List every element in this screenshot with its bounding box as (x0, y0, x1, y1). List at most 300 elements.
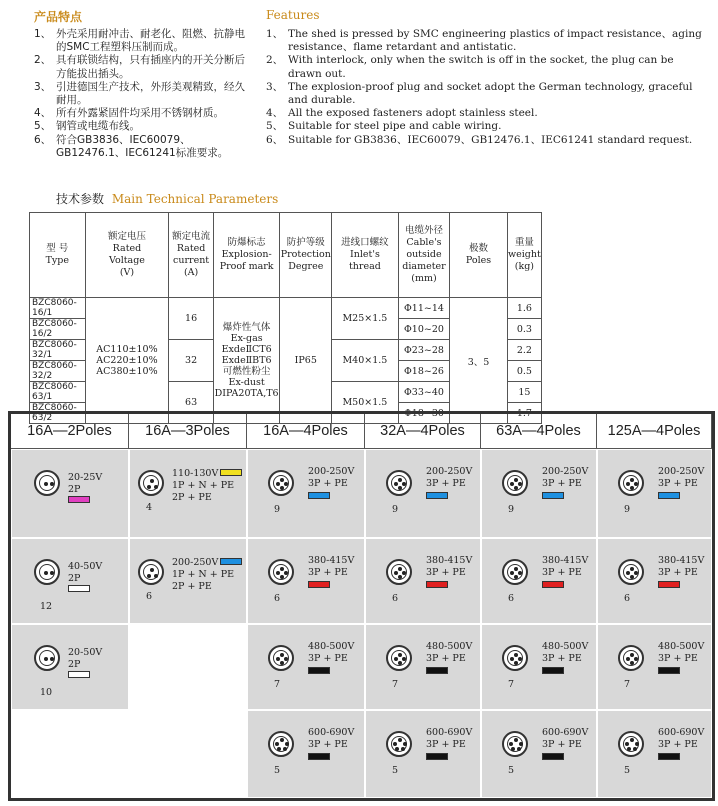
wiring-label: 3P + PE (658, 567, 698, 578)
column-header-line: 额定电流 (172, 231, 211, 242)
grid-cell (597, 624, 712, 710)
grid-cell (129, 624, 247, 710)
socket-pin (50, 482, 54, 486)
color-swatch (308, 581, 330, 588)
socket-pin (403, 742, 407, 746)
column-header-line: 进线口螺纹 (341, 237, 389, 248)
grid-cell (11, 710, 129, 798)
column-header-line: Type (45, 255, 69, 266)
feature-item (266, 28, 706, 54)
weight-cell: 0.3 (507, 319, 541, 340)
socket-pin (630, 478, 634, 482)
diagram-number: 6 (508, 593, 515, 604)
socket-icon (386, 559, 412, 585)
params-en-title: Main Technical Parameters (111, 192, 279, 206)
current-cell: 32 (169, 340, 213, 382)
socket-pin (514, 575, 518, 579)
column-header-1: 16A—2Poles (11, 414, 129, 449)
feature-item (266, 54, 706, 80)
column-header (30, 213, 86, 298)
wiring-label: 3P + PE (308, 653, 348, 664)
diagram-number: 9 (624, 504, 631, 515)
column-header-line: (V) (119, 267, 135, 278)
weight-cell: 2.2 (507, 340, 541, 361)
socket-icon (34, 645, 60, 671)
grid-cell (247, 538, 365, 624)
column-header (450, 213, 508, 298)
socket-pin (44, 657, 48, 661)
cable-cell: Φ10~20 (398, 319, 450, 340)
diagram-number: 5 (624, 765, 631, 776)
grid-cell (365, 449, 481, 538)
diagram-number: 6 (146, 591, 153, 602)
socket-pin (147, 574, 151, 578)
socket-pin (280, 575, 284, 579)
wiring-label: 3P + PE (426, 739, 466, 750)
grid-cell (129, 538, 247, 624)
params-section-title (56, 190, 278, 207)
color-swatch (220, 469, 242, 476)
color-swatch (308, 753, 330, 760)
socket-icon (386, 470, 412, 496)
socket-pin (393, 742, 397, 746)
grid-cell (247, 710, 365, 798)
socket-pin (50, 571, 54, 575)
diagram-number: 9 (392, 504, 399, 515)
diagram-number: 10 (40, 687, 53, 698)
socket-pin (633, 747, 637, 751)
socket-pin (398, 653, 402, 657)
diagram-number: 12 (40, 601, 53, 612)
feature-text: 引进德国生产技术，外形美观精致，经久耐用。 (56, 80, 245, 107)
column-header-line: Poles (465, 255, 492, 266)
socket-inner-ring (273, 650, 289, 666)
wiring-label: 1P + N + PE (172, 480, 235, 491)
column-header-line: (A) (183, 267, 199, 278)
features-cn-list (34, 28, 254, 160)
voltage-label: 380-415V (542, 555, 589, 566)
color-swatch (68, 585, 90, 592)
socket-icon (268, 559, 294, 585)
socket-pin (518, 571, 522, 575)
feature-text: 钢管或电缆布线。 (56, 120, 140, 133)
socket-pin (276, 571, 280, 575)
socket-pin (283, 747, 287, 751)
socket-pin (44, 571, 48, 575)
color-swatch (426, 667, 448, 674)
type-cell: BZC8060-63/2 (30, 403, 86, 424)
type-cell: BZC8060-32/1 (30, 340, 86, 361)
wiring-label: 3P + PE (542, 478, 582, 489)
wiring-label: 2P + PE (172, 492, 212, 503)
feature-number: 5、 (266, 120, 284, 133)
socket-pin (635, 742, 639, 746)
socket-pin (514, 567, 518, 571)
socket-pin (150, 479, 154, 483)
socket-pin (514, 661, 518, 665)
socket-pin (630, 661, 634, 665)
feature-text: 所有外露紧固件均采用不锈钢材质。 (56, 107, 224, 120)
socket-pin (398, 738, 402, 742)
socket-inner-ring (391, 650, 407, 666)
voltage-label: 200-250V (658, 466, 705, 477)
diagram-number: 5 (508, 765, 515, 776)
socket-pin (276, 657, 280, 661)
column-header-line: 重量 (514, 237, 534, 248)
socket-pin (510, 571, 514, 575)
diagram-number: 6 (624, 593, 631, 604)
color-swatch (658, 667, 680, 674)
column-header-line: outside (406, 249, 442, 260)
column-header-line: Inlet's (349, 249, 380, 260)
voltage-label: 480-500V (658, 641, 705, 652)
voltage-label: 380-415V (658, 555, 705, 566)
color-swatch (220, 558, 242, 565)
socket-pin (630, 653, 634, 657)
grid-cell (247, 449, 365, 538)
wiring-label: 3P + PE (426, 653, 466, 664)
voltage-line: AC220±10% (96, 355, 158, 366)
poles-cell: 3、5 (450, 298, 508, 424)
socket-pin (626, 571, 630, 575)
socket-pin (402, 482, 406, 486)
color-swatch (426, 492, 448, 499)
color-swatch (542, 667, 564, 674)
wiring-label: 3P + PE (542, 567, 582, 578)
color-swatch (658, 492, 680, 499)
type-cell: BZC8060-32/2 (30, 361, 86, 382)
voltage-label: 380-415V (308, 555, 355, 566)
color-swatch (308, 492, 330, 499)
socket-pin (519, 742, 523, 746)
diagram-number: 6 (274, 593, 281, 604)
socket-pin (154, 574, 158, 578)
column-header-line: thread (348, 261, 381, 272)
feature-item (34, 28, 254, 54)
feature-text: 外壳采用耐冲击、耐老化、阻燃、抗静电的SMC工程塑料压制而成。 (56, 28, 245, 54)
socket-pin (630, 486, 634, 490)
socket-icon (618, 645, 644, 671)
grid-cell (11, 624, 129, 710)
socket-pin (627, 747, 631, 751)
feature-number: 4、 (34, 107, 52, 120)
socket-pin (630, 738, 634, 742)
column-header-line: weight (507, 249, 541, 260)
socket-icon (502, 559, 528, 585)
socket-pin (514, 478, 518, 482)
grid-cell (365, 538, 481, 624)
grid-cell (481, 449, 597, 538)
socket-inner-ring (143, 475, 159, 491)
wiring-label: 3P + PE (426, 478, 466, 489)
column-header-line: Proof mark (219, 261, 274, 272)
socket-inner-ring (507, 564, 523, 580)
socket-inner-ring (507, 475, 523, 491)
poles-label: 2P (68, 484, 81, 495)
params-cn-title: 技术参数 (56, 192, 105, 206)
socket-pin (630, 575, 634, 579)
socket-pin (284, 482, 288, 486)
type-cell: BZC8060-16/1 (30, 298, 86, 319)
socket-pin (154, 485, 158, 489)
proof-mark-line: Ex-gas (230, 333, 263, 344)
socket-icon (386, 731, 412, 757)
voltage-label: 40-50V (68, 561, 103, 572)
thread-cell: M50×1.5 (332, 382, 399, 424)
feature-number: 4、 (266, 107, 284, 120)
voltage-label: 200-250V (308, 466, 355, 477)
column-header-4: 32A—4Poles (365, 414, 481, 449)
socket-pin (634, 571, 638, 575)
diagram-number: 7 (624, 679, 631, 690)
socket-pin (394, 657, 398, 661)
column-header-line: 防护等级 (286, 237, 325, 248)
cable-cell: Φ18~30 (398, 403, 450, 424)
feature-number: 3、 (266, 80, 284, 93)
column-header (213, 213, 280, 298)
grid-cell (365, 710, 481, 798)
socket-pin (634, 482, 638, 486)
column-header-line: 电缆外径 (404, 225, 443, 236)
column-header (85, 213, 169, 298)
grid-cell (11, 449, 129, 538)
thread-cell: M25×1.5 (332, 298, 399, 340)
socket-inner-ring (507, 736, 523, 752)
socket-pin (398, 486, 402, 490)
socket-pin (402, 571, 406, 575)
socket-pin (398, 567, 402, 571)
wiring-label: 3P + PE (308, 478, 348, 489)
socket-icon (34, 470, 60, 496)
diagram-number: 9 (508, 504, 515, 515)
socket-pin (280, 486, 284, 490)
socket-icon (138, 559, 164, 585)
voltage-label: 480-500V (426, 641, 473, 652)
voltage-label: 600-690V (542, 727, 589, 738)
column-header (398, 213, 450, 298)
column-header-line: 防爆标志 (227, 237, 266, 248)
poles-label: 2P (68, 659, 81, 670)
color-swatch (542, 581, 564, 588)
socket-inner-ring (391, 736, 407, 752)
column-header-6: 125A—4Poles (597, 414, 712, 449)
socket-pin (630, 567, 634, 571)
color-swatch (658, 581, 680, 588)
wiring-label: 3P + PE (658, 478, 698, 489)
feature-text: The shed is pressed by SMC engineering plastics of impact resistance、aging resistance、flame retardant and antistatic. (288, 28, 702, 54)
socket-inner-ring (39, 475, 55, 491)
socket-pin (514, 653, 518, 657)
grid-cell (597, 538, 712, 624)
socket-pin (398, 661, 402, 665)
wiring-label: 3P + PE (542, 739, 582, 750)
column-header-line: Rated (112, 243, 142, 254)
protection-cell: IP65 (280, 298, 332, 424)
cable-cell: Φ33~40 (398, 382, 450, 403)
socket-pin (394, 482, 398, 486)
voltage-label: 600-690V (308, 727, 355, 738)
grid-cell (11, 538, 129, 624)
socket-pin (625, 742, 629, 746)
current-cell: 63 (169, 382, 213, 424)
feature-text: Suitable for steel pipe and cable wiring. (288, 120, 502, 133)
feature-number: 2、 (34, 54, 52, 67)
socket-pin (147, 485, 151, 489)
voltage-label: 20-25V (68, 472, 103, 483)
feature-number: 6、 (34, 133, 52, 146)
socket-pin (518, 657, 522, 661)
socket-pin (275, 742, 279, 746)
column-header-line: (kg) (514, 261, 535, 272)
proof-mark-line: DIPA20TA,T6 (214, 388, 279, 399)
socket-pin (395, 747, 399, 751)
socket-pin (510, 657, 514, 661)
pole-configuration-grid (8, 411, 715, 801)
socket-pin (285, 742, 289, 746)
socket-pin (284, 657, 288, 661)
socket-pin (626, 657, 630, 661)
column-header (507, 213, 541, 298)
wiring-label: 3P + PE (542, 653, 582, 664)
voltage-label: 480-500V (542, 641, 589, 652)
feature-item (266, 81, 706, 107)
column-header-3: 16A—4Poles (247, 414, 365, 449)
socket-icon (268, 470, 294, 496)
column-header (169, 213, 213, 298)
voltage-label: 20-50V (68, 647, 103, 658)
socket-pin (510, 482, 514, 486)
socket-pin (280, 738, 284, 742)
socket-pin (280, 567, 284, 571)
socket-inner-ring (623, 736, 639, 752)
feature-number: 6、 (266, 133, 284, 146)
socket-icon (502, 645, 528, 671)
diagram-number: 6 (392, 593, 399, 604)
socket-icon (138, 470, 164, 496)
feature-number: 2、 (266, 54, 284, 67)
column-header-line: Rated (176, 243, 206, 254)
socket-pin (284, 571, 288, 575)
socket-pin (50, 657, 54, 661)
socket-pin (514, 486, 518, 490)
voltage-label: 110-130V (172, 468, 219, 479)
cable-cell: Φ11~14 (398, 298, 450, 319)
diagram-number: 5 (392, 765, 399, 776)
wiring-label: 1P + N + PE (172, 569, 235, 580)
feature-number: 1、 (34, 28, 52, 40)
socket-pin (398, 478, 402, 482)
weight-cell: 1.6 (507, 298, 541, 319)
column-header (280, 213, 332, 298)
feature-text: 具有联锁结构，只有插座内的开关分断后方能拔出插头。 (56, 54, 245, 80)
grid-cell (481, 710, 597, 798)
type-cell: BZC8060-63/1 (30, 382, 86, 403)
grid-cell (365, 624, 481, 710)
feature-text: Suitable for GB3836、IEC60079、GB12476.1、IEC61241 standard request. (288, 133, 693, 146)
socket-icon (502, 470, 528, 496)
socket-pin (517, 747, 521, 751)
wiring-label: 3P + PE (308, 567, 348, 578)
socket-icon (618, 559, 644, 585)
voltage-line: AC380±10% (96, 366, 158, 377)
voltage-label: 480-500V (308, 641, 355, 652)
column-header-line: Degree (288, 261, 324, 272)
grid-cell (129, 710, 247, 798)
cable-cell: Φ23~28 (398, 340, 450, 361)
grid-cell (129, 449, 247, 538)
socket-pin (402, 657, 406, 661)
wiring-label: 3P + PE (658, 739, 698, 750)
voltage-label: 200-250V (426, 466, 473, 477)
feature-item (266, 134, 706, 147)
column-header-line: 极数 (469, 243, 489, 254)
wiring-label: 3P + PE (426, 567, 466, 578)
feature-number: 5、 (34, 120, 52, 133)
color-swatch (542, 753, 564, 760)
column-header-line: diameter (402, 261, 446, 272)
wiring-label: 3P + PE (308, 739, 348, 750)
socket-inner-ring (623, 564, 639, 580)
current-cell: 16 (169, 298, 213, 340)
weight-cell: 1.7 (507, 403, 541, 424)
socket-icon (268, 731, 294, 757)
color-swatch (308, 667, 330, 674)
cable-cell: Φ18~26 (398, 361, 450, 382)
socket-inner-ring (273, 564, 289, 580)
socket-pin (150, 568, 154, 572)
feature-text: All the exposed fasteners adopt stainless steel. (288, 107, 538, 120)
socket-inner-ring (273, 736, 289, 752)
socket-pin (518, 482, 522, 486)
socket-inner-ring (623, 650, 639, 666)
feature-text: 符合GB3836、IEC60079、GB12476.1、IEC61241标准要求。 (56, 133, 229, 159)
wiring-label: 3P + PE (658, 653, 698, 664)
feature-item (266, 120, 706, 133)
socket-pin (401, 747, 405, 751)
feature-item (34, 120, 254, 133)
socket-pin (280, 478, 284, 482)
grid-cell (481, 538, 597, 624)
color-swatch (426, 753, 448, 760)
weight-cell: 15 (507, 382, 541, 403)
voltage-cell (85, 298, 169, 424)
proof-mark-line: ExdeⅡBT6 (221, 355, 272, 366)
socket-pin (280, 653, 284, 657)
color-swatch (658, 753, 680, 760)
column-header-line: 型 号 (46, 243, 69, 254)
socket-pin (398, 575, 402, 579)
socket-icon (618, 731, 644, 757)
feature-number: 1、 (266, 28, 284, 40)
features-en-title: Features (266, 8, 320, 22)
socket-inner-ring (143, 564, 159, 580)
column-header-line: current (173, 255, 210, 266)
socket-inner-ring (623, 475, 639, 491)
socket-icon (618, 470, 644, 496)
socket-inner-ring (39, 564, 55, 580)
column-header-line: (mm) (411, 273, 437, 284)
feature-item (34, 81, 254, 107)
socket-pin (44, 482, 48, 486)
socket-pin (626, 482, 630, 486)
grid-cell (597, 710, 712, 798)
socket-icon (502, 731, 528, 757)
column-header-5: 63A—4Poles (481, 414, 597, 449)
socket-pin (280, 661, 284, 665)
column-header-line: Explosion- (221, 249, 272, 260)
voltage-label: 380-415V (426, 555, 473, 566)
proof-mark-line: ExdeⅡCT6 (221, 344, 272, 355)
